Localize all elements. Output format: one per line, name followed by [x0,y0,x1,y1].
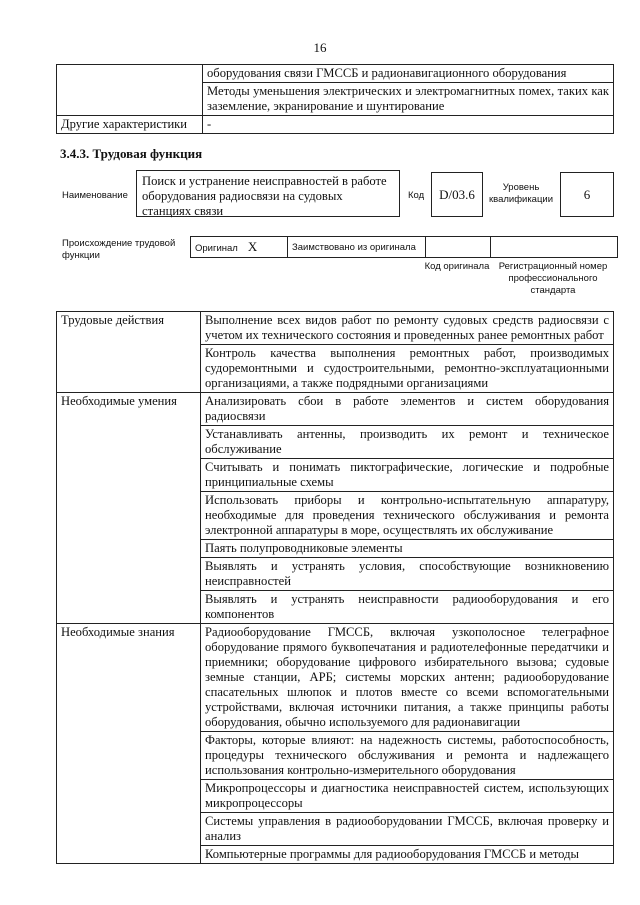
skill-item: Паять полупроводниковые элементы [201,540,614,558]
table-row [57,312,614,345]
table-row [191,237,618,258]
code-original-caption: Код оригинала [424,261,490,272]
skill-item: Использовать приборы и контрольно-испытательную аппаратуру, необходимые для проведения технического обслуживания и ремонта электронной аппаратуры в море, осуществлять их обслуживание [201,492,614,540]
reg-number-caption: Регистрационный номер профессионального стандарта [498,261,608,296]
continuation-table [56,64,614,134]
function-details-table [56,311,614,864]
origin-label: Происхождение трудовой функции [62,238,176,261]
row-label-other: Другие характеристики [57,116,203,134]
action-item: Контроль качества выполнения ремонтных работ, производимых судоремонтными и судостроительными, ремонтно-эксплуатационными организациями, а также подрядными организациями [201,345,614,393]
section-title: 3.4.3. Трудовая функция [60,146,203,161]
origin-code-cell [426,237,491,258]
table-row [57,116,614,134]
function-code-box: D/03.6 [431,172,483,217]
table-row [57,393,614,426]
borrowed-label: Заимствовано из оригинала [288,237,426,258]
code-label: Код [408,190,425,201]
original-mark: X [247,238,258,254]
table-cell: Методы уменьшения электрических и электромагнитных помех, таких как заземление, экранирование и шунтирование [203,83,614,116]
table-cell: оборудования связи ГМССБ и радионавигационного оборудования [203,65,614,83]
original-label: Оригинал [195,242,238,254]
knowledge-item: Радиооборудование ГМССБ, включая узкополосное телеграфное оборудование прямого буквопечатания и радиотелефонные передатчики и приемники; оборудование цифрового избирательного вызова; судовые земные станции, АРБ; системы морских антенн; радиооборудование спасательных шлюпок и плотов вместе со всеми вспомогательными устройствами, включая источники питания, а также принципы работы оборудования, обычно используемого для радионавигации [201,624,614,732]
origin-reg-cell [491,237,618,258]
knowledge-item: Компьютерные программы для радиооборудования ГМССБ и методы [201,846,614,864]
skill-item: Анализировать сбои в работе элементов и систем оборудования радиосвязи [201,393,614,426]
table-row [57,65,614,83]
skill-item: Выявлять и устранять неисправности радиооборудования и его компонентов [201,591,614,624]
row-label-knowledge: Необходимые знания [57,624,201,864]
row-label-skills: Необходимые умения [57,393,201,624]
row-label-actions: Трудовые действия [57,312,201,393]
skill-item: Считывать и понимать пиктографические, логические и подробные принципиальные схемы [201,459,614,492]
name-label: Наименование [62,190,128,201]
action-item: Выполнение всех видов работ по ремонту судовых средств радиосвязи с учетом их технического состояния и проведенных ранее ремонтных работ [201,312,614,345]
function-name-box: Поиск и устранение неисправностей в работе оборудования радиосвязи на судовых станциях связи [136,170,400,217]
table-row [57,624,614,732]
origin-original-cell [191,237,288,258]
skill-item: Выявлять и устранять условия, способствующие возникновению неисправностей [201,558,614,591]
table-cell: - [203,116,614,134]
skill-item: Устанавливать антенны, производить их ремонт и техническое обслуживание [201,426,614,459]
origin-table [190,236,618,258]
table-cell-empty [57,65,203,116]
knowledge-item: Факторы, которые влияют: на надежность системы, работоспособность, процедуры технического обслуживания и ремонта и надлежащего использования контрольно-измерительного оборудования [201,732,614,780]
knowledge-item: Системы управления в радиооборудовании ГМССБ, включая проверку и анализ [201,813,614,846]
level-label: Уровень квалификации [488,182,554,205]
knowledge-item: Микропроцессоры и диагностика неисправностей систем, использующих микропроцессоры [201,780,614,813]
qualification-level-box: 6 [560,172,614,217]
page-number: 16 [313,40,327,55]
